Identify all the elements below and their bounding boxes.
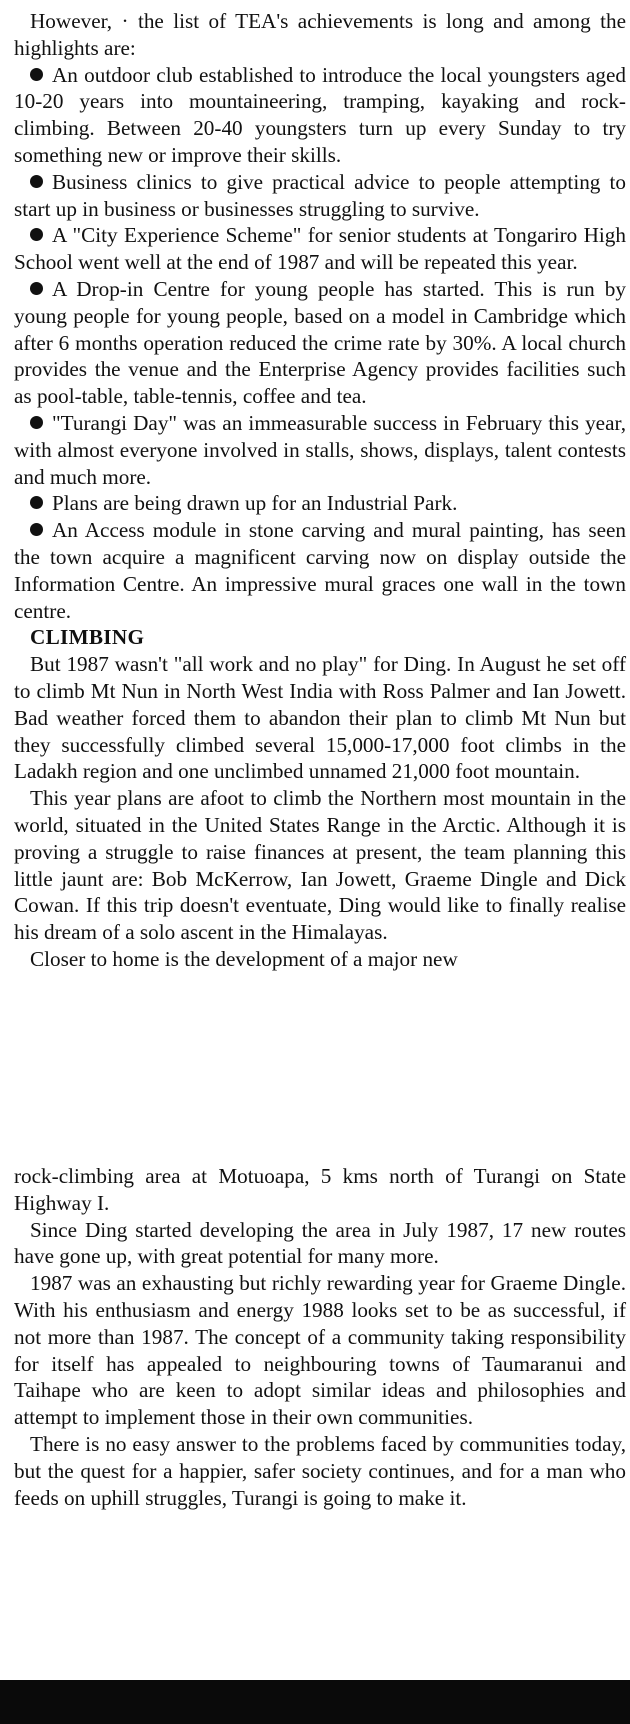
body-paragraph: Closer to home is the development of a major new bbox=[30, 946, 458, 971]
body-paragraph: 1987 was an exhausting but richly rewarding year for Graeme Dingle. With his enthusiasm and energy 1988 looks set to be as successful, if not more than 1987. The concept of a community taking responsibility for itself has appealed to neighbouring towns of Taumaranui and Taihape who are keen to adopt similar ideas and philosophies and attempt to implement those in their own communities. bbox=[14, 1271, 626, 1430]
bullet-text: Business clinics to give practical advice to people attempting to start up in business or businesses struggling to survive. bbox=[14, 169, 626, 221]
bullet-dot-icon bbox=[30, 282, 43, 295]
achievement-bullet bbox=[14, 169, 626, 223]
bullet-text: "Turangi Day" was an immeasurable success in February this year, with almost everyone involved in stalls, shows, displays, talent contests and much more. bbox=[14, 410, 626, 489]
climbing-heading: CLIMBING bbox=[30, 625, 145, 650]
bottom-text-block bbox=[14, 1163, 626, 1511]
body-paragraph: But 1987 wasn't "all work and no play" for Ding. In August he set off to climb Mt Nun in North West India with Ross Palmer and Ian Jowett. Bad weather forced them to abandon their plan to climb Mt Nun but they successfully climbed several 15,000-17,000 foot climbs in the Ladakh region and one unclimbed unnamed 21,000 foot mountain. bbox=[14, 652, 626, 784]
body-paragraph: There is no easy answer to the problems faced by communities today, but the quest for a happier, safer society continues, and for a man who feeds on uphill struggles, Turangi is going to make it. bbox=[14, 1431, 626, 1510]
bullet-dot-icon bbox=[30, 416, 43, 429]
footer-black-bar bbox=[0, 1680, 630, 1724]
bullet-dot-icon bbox=[30, 175, 43, 188]
body-paragraph: This year plans are afoot to climb the Northern most mountain in the world, situated in the United States Range in the Arctic. Although it is proving a struggle to raise finances at present, the team planning this little jaunt are: Bob McKerrow, Ian Jowett, Graeme Dingle and Dick Cowan. If this trip doesn't eventuate, Ding would like to finally realise his dream of a solo ascent in the Himalayas. bbox=[14, 786, 626, 945]
bullet-text: An outdoor club established to introduce the local youngsters aged 10-20 years into mountaineering, tramping, kayaking and rock-climbing. Between 20-40 youngsters turn up every Sunday to try something new or improve their skills. bbox=[14, 62, 626, 167]
achievement-bullet bbox=[14, 490, 626, 517]
bullet-text: A "City Experience Scheme" for senior students at Tongariro High School went well at the end of 1987 and will be repeated this year. bbox=[14, 223, 626, 275]
bullet-dot-icon bbox=[30, 68, 43, 81]
achievement-bullet bbox=[14, 276, 626, 410]
bullet-text: A Drop-in Centre for young people has started. This is run by young people for young people, based on a model in Cambridge which after 6 months operation reduced the crime rate by 30%. A local church provides the venue and the Enterprise Agency provides facilities such as pool-table, table-tennis, coffee and tea. bbox=[14, 276, 626, 409]
bullet-dot-icon bbox=[30, 496, 43, 509]
bullet-dot-icon bbox=[30, 523, 43, 536]
bullet-text: An Access module in stone carving and mural painting, has seen the town acquire a magnificent carving now on display outside the Information Centre. An impressive mural graces one wall in the town centre. bbox=[14, 518, 626, 623]
continuation-paragraph: rock-climbing area at Motuoapa, 5 kms north of Turangi on State Highway I. bbox=[14, 1164, 626, 1215]
bullet-text: Plans are being drawn up for an Industrial Park. bbox=[52, 491, 458, 516]
bullet-dot-icon bbox=[30, 228, 43, 241]
intro-paragraph: However, · the list of TEA's achievements is long and among the highlights are: bbox=[14, 9, 626, 60]
achievement-bullet bbox=[14, 517, 626, 624]
achievement-bullet bbox=[14, 410, 626, 490]
achievement-bullet bbox=[14, 222, 626, 276]
body-paragraph: Since Ding started developing the area in July 1987, 17 new routes have gone up, with great potential for many more. bbox=[14, 1217, 626, 1269]
top-text-block bbox=[14, 8, 626, 973]
achievement-bullet bbox=[14, 62, 626, 169]
